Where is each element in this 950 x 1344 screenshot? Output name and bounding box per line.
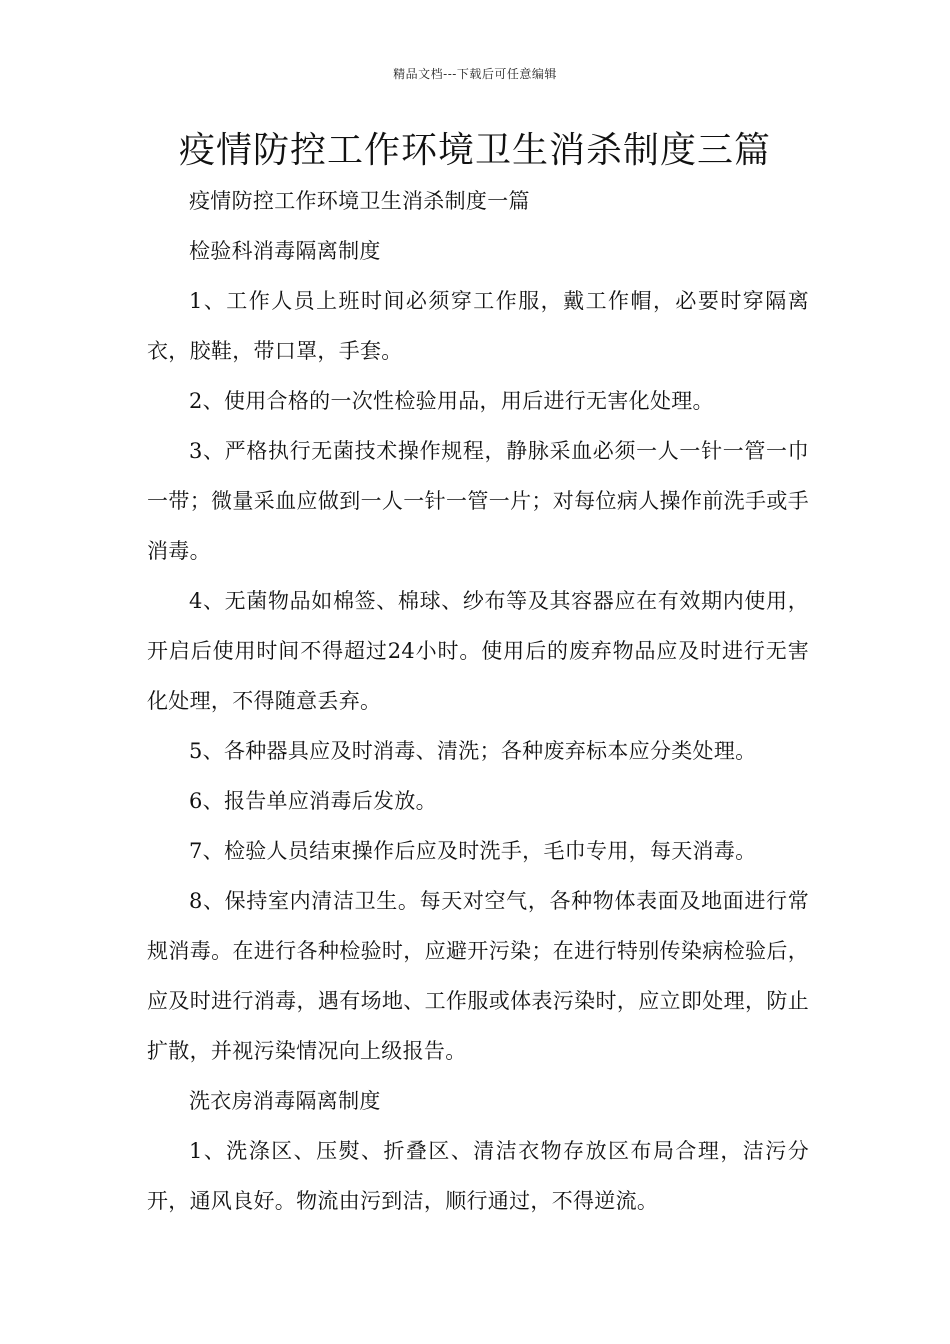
- page-header-note: 精品文档---下载后可任意编辑: [393, 67, 557, 81]
- document-title: 疫情防控工作环境卫生消杀制度三篇: [178, 130, 771, 171]
- paragraph-item-5: 5、各种器具应及时消毒、清洗；各种废弃标本应分类处理。: [189, 739, 757, 763]
- section-heading-part-one: 疫情防控工作环境卫生消杀制度一篇: [189, 189, 530, 213]
- paragraph-item-6: 6、报告单应消毒后发放。: [189, 789, 437, 813]
- paragraph-item-1: 1、工作人员上班时间必须穿工作服，戴工作帽，必要时穿隔离衣，胶鞋，带口罩，手套。: [147, 289, 809, 363]
- paragraph-item-3: 3、严格执行无菌技术操作规程，静脉采血必须一人一针一管一巾一带；微量采血应做到一人一针一管一片；对每位病人操作前洗手或手消毒。: [147, 439, 809, 563]
- paragraph-laundry-item-1: 1、洗涤区、压熨、折叠区、清洁衣物存放区布局合理，洁污分开，通风良好。物流由污到洁，顺行通过，不得逆流。: [147, 1139, 809, 1213]
- document-body: [147, 176, 809, 1226]
- section-heading-laundry: 洗衣房消毒隔离制度: [189, 1089, 381, 1113]
- paragraph-item-4: 4、无菌物品如棉签、棉球、纱布等及其容器应在有效期内使用，开启后使用时间不得超过24小时。使用后的废弃物品应及时进行无害化处理，不得随意丢弃。: [147, 589, 809, 713]
- paragraph-item-2: 2、使用合格的一次性检验用品，用后进行无害化处理。: [189, 389, 714, 413]
- paragraph-item-7: 7、检验人员结束操作后应及时洗手，毛巾专用，每天消毒。: [189, 839, 757, 863]
- paragraph-item-8: 8、保持室内清洁卫生。每天对空气，各种物体表面及地面进行常规消毒。在进行各种检验时，应避开污染；在进行特别传染病检验后，应及时进行消毒，遇有场地、工作服或体表污染时，应立即处理，防止扩散，并视污染情况向上级报告。: [147, 889, 809, 1063]
- section-heading-lab: 检验科消毒隔离制度: [189, 239, 381, 263]
